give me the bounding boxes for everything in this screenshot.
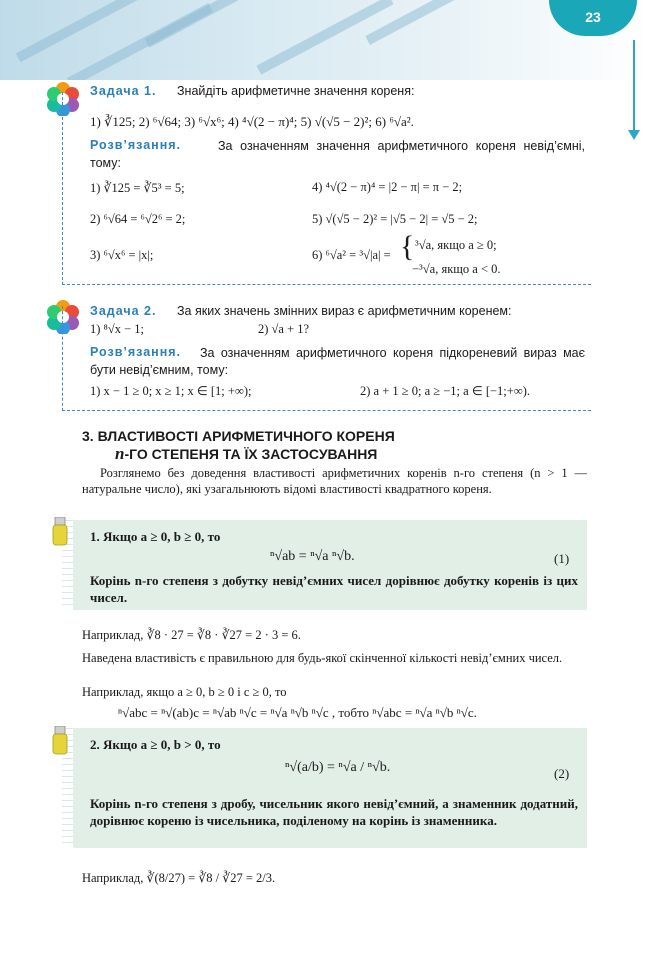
task1-line-3: 3) ⁶√x⁶ = |x|;: [90, 248, 154, 262]
task2-title: Задача 2.: [90, 304, 157, 318]
usb-icon: [52, 726, 68, 756]
task1-text: Знайдіть арифметичне значення кореня:: [177, 84, 415, 98]
task2-solution-title: Розв’язання.: [90, 345, 182, 359]
brace-symbol: {: [400, 230, 415, 263]
section-heading-n: n: [115, 444, 125, 463]
example2-formula: ⁿ√abc = ⁿ√(ab)c = ⁿ√ab ⁿ√c = ⁿ√a ⁿ√b ⁿ√c , тобто ⁿ√abc = ⁿ√a ⁿ√b ⁿ√c.: [118, 705, 477, 720]
task1-line-5: 5) √(√5 − 2)² = |√5 − 2| = √5 − 2;: [312, 212, 478, 226]
section-heading-line2: [115, 444, 377, 464]
task1-line-2: 2) ⁶√64 = ⁶√2⁶ = 2;: [90, 212, 186, 226]
section-heading-rest: -ГО СТЕПЕНЯ ТА ЇХ ЗАСТОСУВАННЯ: [124, 446, 378, 462]
section-intro: Розглянемо без доведення властивості арифметичних коренів n-го степеня (n > 1 — натуральне число), які узагальнюють відомі властивості квадратного кореня.: [82, 466, 587, 496]
task1-case-2: −³√a, якщо a < 0.: [412, 262, 501, 276]
section-heading-line1: 3. ВЛАСТИВОСТІ АРИФМЕТИЧНОГО КОРЕНЯ: [82, 428, 395, 444]
example2-intro: Наприклад, якщо a ≥ 0, b ≥ 0 і c ≥ 0, то: [82, 685, 287, 699]
property2-statement: Корінь n-го степеня з дробу, чисельник якого невід’ємний, а знаменник додатний, дорівнює кореню із чисельника, поділеному на корінь із знаменника.: [90, 796, 578, 828]
task2-item-1: 1) ⁸√x − 1;: [90, 322, 145, 336]
task1-items: 1) ∛125; 2) ⁶√64; 3) ⁶√x⁶; 4) ⁴√(2 − π)⁴; 5) √(√5 − 2)²; 6) ⁶√a².: [90, 114, 414, 129]
property1-statement: Корінь n-го степеня з добутку невід’ємних чисел дорівнює добутку коренів із цих чисел.: [90, 573, 578, 605]
usb-icon: [52, 517, 68, 547]
margin-arrow: [633, 40, 635, 132]
arrow-down-icon: [628, 130, 640, 140]
example1: Наприклад, ∛8 · 27 = ∛8 · ∛27 = 2 · 3 = 6.: [82, 628, 301, 642]
task2-text: За яких значень змінних вираз є арифметичним коренем:: [177, 304, 512, 318]
task1-line-6: 6) ⁶√a² = ³√|a| =: [312, 248, 391, 262]
property1-number: (1): [554, 551, 570, 566]
property2-condition: 2. Якщо a ≥ 0, b > 0, то: [90, 737, 221, 752]
property1-condition: 1. Якщо a ≥ 0, b ≥ 0, то: [90, 529, 221, 544]
task1-solution-title: Розв’язання.: [90, 138, 182, 152]
example3: Наприклад, ∛(8/27) = ∛8 / ∛27 = 2/3.: [82, 871, 276, 885]
property1-formula: ⁿ√ab = ⁿ√a ⁿ√b.: [270, 549, 355, 564]
task1-line-1: 1) ∛125 = ∛5³ = 5;: [90, 181, 185, 195]
task1-line-4: 4) ⁴√(2 − π)⁴ = |2 − π| = π − 2;: [312, 180, 463, 194]
task2-item-2: 2) √a + 1?: [258, 322, 310, 336]
task2-line-2: 2) a + 1 ≥ 0; a ≥ −1; a ∈ [−1;+∞).: [360, 384, 531, 398]
page-number: 23: [549, 0, 637, 36]
task1-case-1: ³√a, якщо a ≥ 0;: [415, 238, 497, 252]
property2-formula: ⁿ√(a/b) = ⁿ√a / ⁿ√b.: [285, 760, 391, 775]
task2-line-1: 1) x − 1 ≥ 0; x ≥ 1; x ∈ [1; +∞);: [90, 384, 252, 398]
para-finite-count: Наведена властивість є правильною для будь-якої скінченної кількості невід’ємних чисел.: [82, 651, 563, 665]
task1-solution-text: За означенням значення арифметичного кореня невід’ємні, тому:: [90, 139, 585, 170]
task2-solution-text: За означенням арифметичного кореня підкореневий вираз має бути невід’ємним, тому:: [90, 346, 585, 377]
property2-number: (2): [554, 766, 570, 781]
task1-title: Задача 1.: [90, 84, 157, 98]
